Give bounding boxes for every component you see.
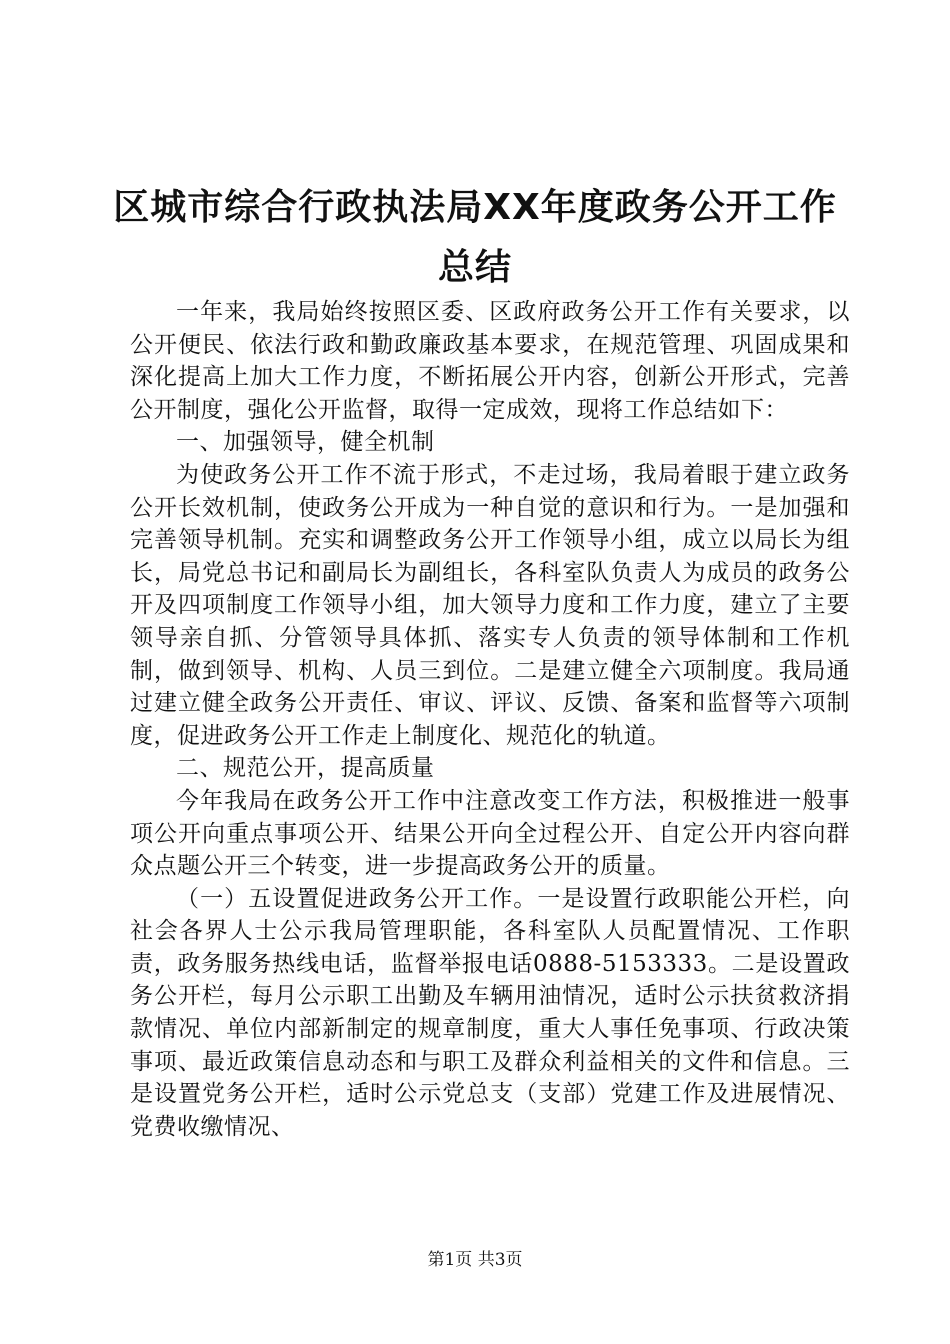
document-title-line-1: 区城市综合行政执法局XX年度政务公开工作: [113, 187, 837, 228]
subsection-1-paragraph: （一）五设置促进政务公开工作。一是设置行政职能公开栏，向社会各界人士公示我局管理职能，各科室队人员配置情况、工作职责，政务服务热线电话，监督举报电话0888-5153333。二是设置政务公开栏，每月公示职工出勤及车辆用油情况，适时公示扶贫救济捐款情况、单位内部新制定的规章制度，重大人事任免事项、行政决策事项、最近政策信息动态和与职工及群众利益相关的文件和信息。三是设置党务公开栏，适时公示党总支（支部）党建工作及进展情况、党费收缴情况、: [130, 885, 850, 1140]
section-heading-1: 一、加强领导，健全机制: [176, 429, 435, 456]
document-body: [130, 296, 850, 1143]
section-1-paragraph: 为使政务公开工作不流于形式，不走过场，我局着眼于建立政务公开长效机制，使政务公开成为一种自觉的意识和行为。一是加强和完善领导机制。充实和调整政务公开工作领导小组，成立以局长为组长，局党总书记和副局长为副组长，各科室队负责人为成员的政务公开及四项制度工作领导小组，加大领导力度和工作力度，建立了主要领导亲自抓、分管领导具体抓、落实专人负责的领导体制和工作机制，做到领导、机构、人员三到位。二是建立健全六项制度。我局通过建立健全政务公开责任、审议、评议、反馈、备案和监督等六项制度，促进政务公开工作走上制度化、规范化的轨道。: [130, 461, 850, 749]
intro-paragraph: 一年来，我局始终按照区委、区政府政务公开工作有关要求，以公开便民、依法行政和勤政廉政基本要求，在规范管理、巩固成果和深化提高上加大工作力度，不断拓展公开内容，创新公开形式，完善公开制度，强化公开监督，取得一定成效，现将工作总结如下：: [130, 299, 850, 423]
page-number-footer: 第1页 共3页: [427, 1250, 523, 1270]
document-title-line-2: 总结: [437, 247, 512, 288]
section-heading-2: 二、规范公开，提高质量: [176, 755, 435, 782]
section-2-paragraph: 今年我局在政务公开工作中注意改变工作方法，积极推进一般事项公开向重点事项公开、结果公开向全过程公开、自定公开内容向群众点题公开三个转变，进一步提高政务公开的质量。: [130, 787, 850, 880]
